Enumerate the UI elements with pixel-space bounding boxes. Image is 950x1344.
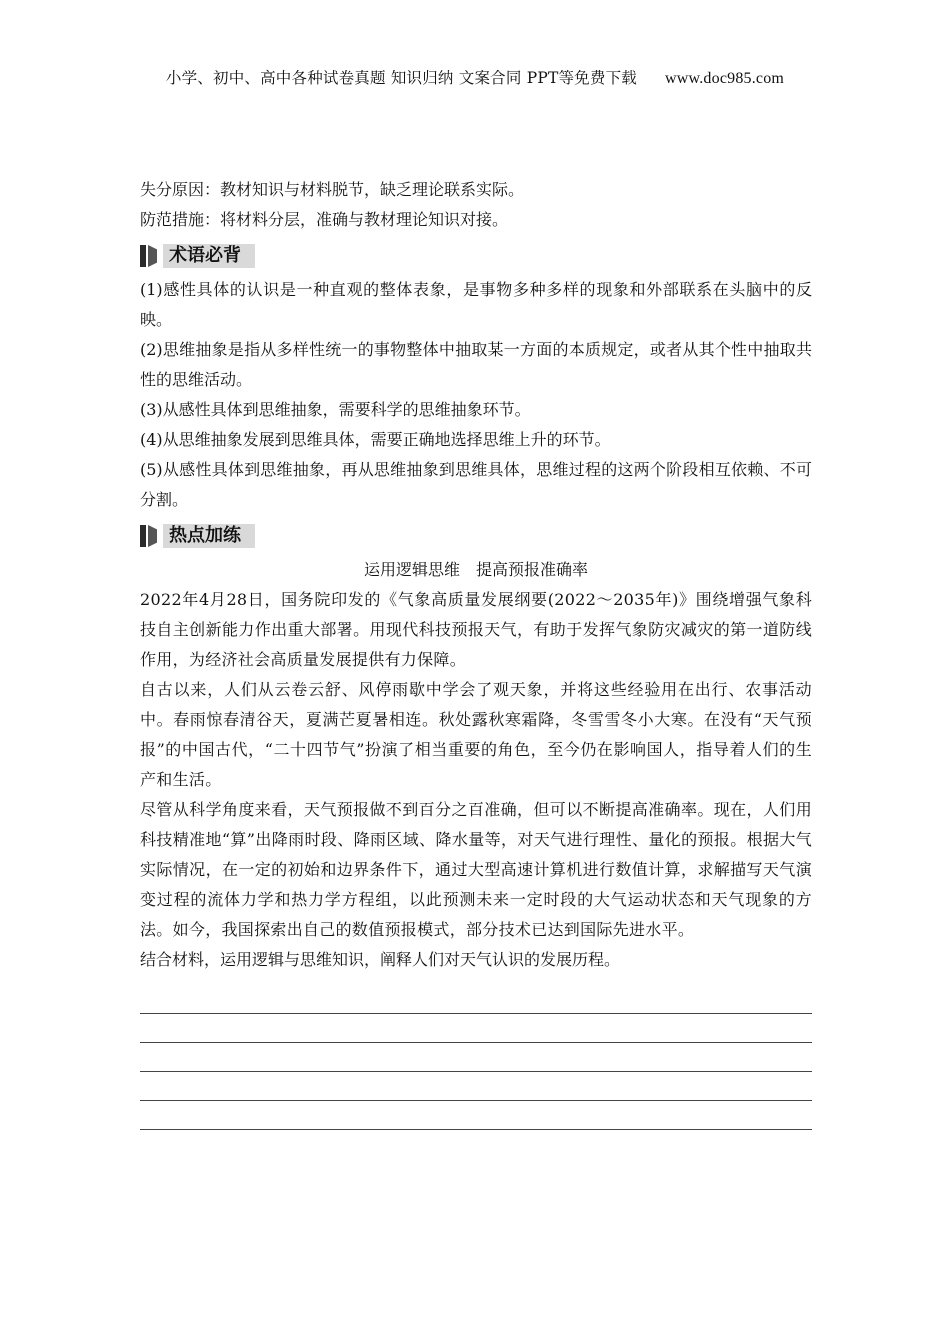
term-item: (1)感性具体的认识是一种直观的整体表象，是事物多种多样的现象和外部联系在头脑中的反映。 bbox=[140, 280, 812, 329]
terms-list bbox=[140, 275, 812, 515]
practice-section-title: 热点加练 bbox=[163, 524, 255, 548]
material-paragraph: 尽管从科学角度来看，天气预报做不到百分之百准确，但可以不断提高准确率。现在，人们用科技精准地“算”出降雨时段、降雨区域、降水量等，对天气进行理性、量化的预报。根据大气实际情况，在一定的初始和边界条件下，通过大型高速计算机进行数值计算，求解描写天气演变过程的流体力学和热力学方程组，以此预测未来一定时段的大气运动状态和天气现象的方法。如今，我国探索出自己的数值预报模式，部分技术已达到国际先进水平。 bbox=[140, 800, 812, 939]
answer-line[interactable] bbox=[140, 1101, 812, 1130]
answer-line[interactable] bbox=[140, 1043, 812, 1072]
answer-line[interactable] bbox=[140, 985, 812, 1014]
header-text: 小学、初中、高中各种试卷真题 知识归纳 文案合同 PPT等免费下载 bbox=[165, 69, 637, 87]
page-header bbox=[0, 66, 950, 88]
material-paragraph: 自古以来，人们从云卷云舒、风停雨歇中学会了观天象，并将这些经验用在出行、农事活动中。春雨惊春清谷天，夏满芒夏暑相连。秋处露秋寒霜降，冬雪雪冬小大寒。在没有“天气预报”的中国古代，“二十四节气”扮演了相当重要的角色，至今仍在影响国人，指导着人们的生产和生活。 bbox=[140, 680, 812, 789]
terms-section-header bbox=[140, 243, 812, 269]
term-item: (2)思维抽象是指从多样性统一的事物整体中抽取某一方面的本质规定，或者从其个性中抽取共性的思维活动。 bbox=[140, 340, 812, 389]
answer-area[interactable] bbox=[140, 985, 812, 1130]
section-marker-icon bbox=[140, 525, 157, 547]
term-item: (5)从感性具体到思维抽象，再从思维抽象到思维具体，思维过程的这两个阶段相互依赖、不可分割。 bbox=[140, 460, 812, 509]
material-body bbox=[140, 585, 812, 945]
material-title: 运用逻辑思维 提高预报准确率 bbox=[363, 560, 588, 579]
question-prompt: 结合材料，运用逻辑与思维知识，阐释人们对天气认识的发展历程。 bbox=[140, 950, 621, 969]
page-content bbox=[140, 175, 812, 1130]
terms-section-title: 术语必背 bbox=[163, 244, 255, 268]
term-item: (4)从思维抽象发展到思维具体，需要正确地选择思维上升的环节。 bbox=[140, 430, 611, 449]
answer-line[interactable] bbox=[140, 1072, 812, 1101]
term-item: (3)从感性具体到思维抽象，需要科学的思维抽象环节。 bbox=[140, 400, 531, 419]
practice-section-header bbox=[140, 523, 812, 549]
section-marker-icon bbox=[140, 245, 157, 267]
answer-line[interactable] bbox=[140, 1014, 812, 1043]
loss-reason: 失分原因：教材知识与材料脱节，缺乏理论联系实际。 bbox=[140, 180, 525, 199]
header-url[interactable]: www.doc985.com bbox=[665, 70, 785, 87]
material-paragraph: 2022年4月28日，国务院印发的《气象高质量发展纲要(2022～2035年)》围绕增强气象科技自主创新能力作出重大部署。用现代科技预报天气，有助于发挥气象防灾减灾的第一道防线作用，为经济社会高质量发展提供有力保障。 bbox=[140, 590, 812, 669]
prevention-measure: 防范措施：将材料分层，准确与教材理论知识对接。 bbox=[140, 210, 509, 229]
